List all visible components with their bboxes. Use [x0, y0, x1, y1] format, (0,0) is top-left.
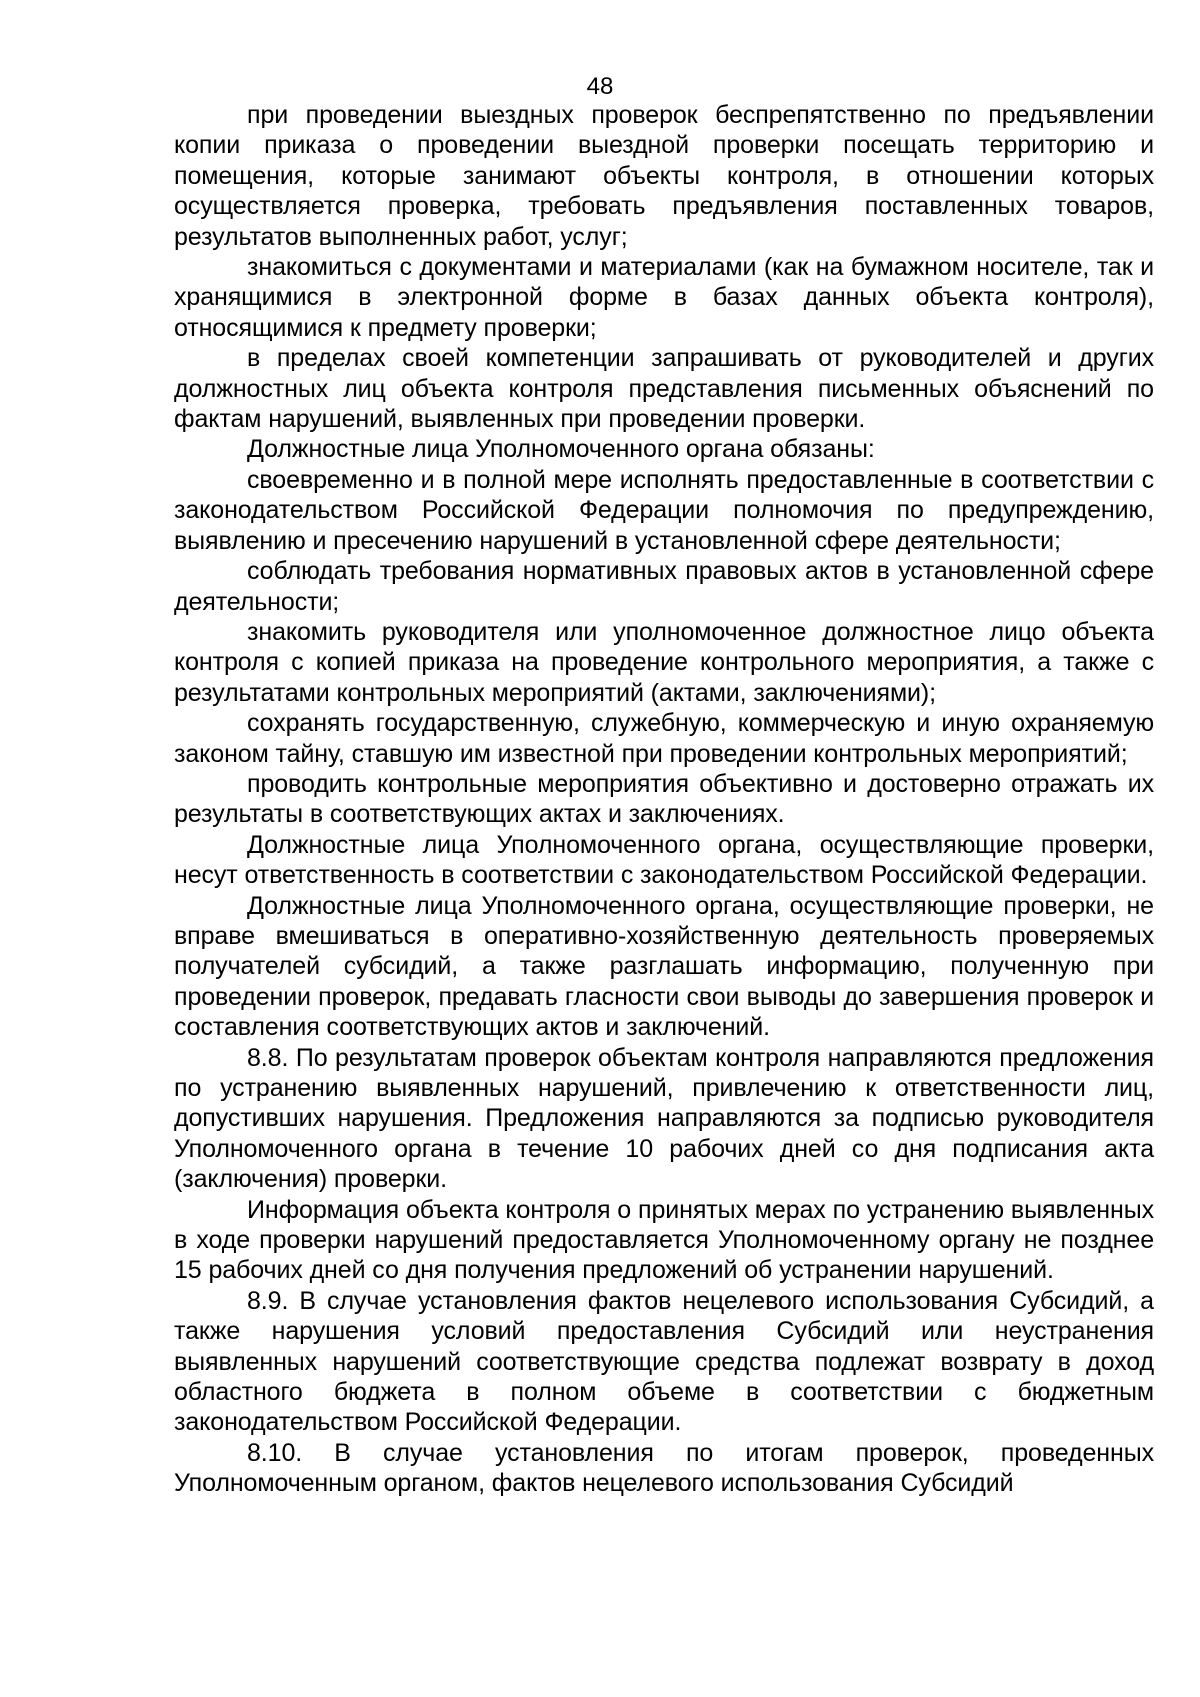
paragraph-12: 8.8. По результатам проверок объектам контроля направляются предложения по устранению выявленных нарушений, привлечению к ответственности лиц, допустивших нарушения. Предложения направляются за подписью руководителя Уполномоченного органа в течение 10 рабочих дней со дня подписания акта (заключения) проверки. [174, 1043, 1154, 1194]
paragraph-15: 8.10. В случае установления по итогам проверок, проведенных Уполномоченным органом, фактов нецелевого использования Субсидий [174, 1438, 1154, 1498]
paragraph-8: сохранять государственную, служебную, коммерческую и иную охраняемую законом тайну, ставшую им известной при проведении контрольных мероприятий; [174, 709, 1154, 768]
paragraph-2: знакомиться с документами и материалами (как на бумажном носителе, так и хранящимися в электронной форме в базах данных объекта контроля), относящимися к предмету проверки; [174, 253, 1154, 342]
paragraph-14: 8.9. В случае установления фактов нецелевого использования Субсидий, а также нарушения условий предоставления Субсидий или неустранения выявленных нарушений соответствующие средства подлежат возврату в доход областного бюджета в полном объеме в соответствии с бюджетным законодательством Российской Федерации. [174, 1286, 1154, 1437]
paragraph-4: Должностные лица Уполномоченного органа обязаны: [247, 435, 875, 464]
page-number: 48 [586, 73, 614, 100]
paragraph-6: соблюдать требования нормативных правовых актов в установленной сфере деятельности; [174, 557, 1154, 616]
document-body [174, 100, 1154, 1499]
paragraph-11: Должностные лица Уполномоченного органа, осуществляющие проверки, не вправе вмешиваться в оперативно-хозяйственную деятельность проверяемых получателей субсидий, а также разглашать информацию, полученную при проведении проверок, предавать гласности свои выводы до завершения проверок и составления соответствующих актов и заключений. [174, 891, 1154, 1042]
paragraph-1: при проведении выездных проверок беспрепятственно по предъявлении копии приказа о проведении выездной проверки посещать территорию и помещения, которые занимают объекты контроля, в отношении которых осуществляется проверка, требовать предъявления поставленных товаров, результатов выполненных работ, услуг; [174, 101, 1154, 251]
paragraph-5: своевременно и в полной мере исполнять предоставленные в соответствии с законодательством Российской Федерации полномочия по предупреждению, выявлению и пресечению нарушений в установленной сфере деятельности; [174, 465, 1154, 555]
paragraph-13: Информация объекта контроля о принятых мерах по устранению выявленных в ходе проверки нарушений предоставляется Уполномоченному органу не позднее 15 рабочих дней со дня получения предложений об устранении нарушений. [174, 1195, 1154, 1285]
paragraph-3: в пределах своей компетенции запрашивать от руководителей и других должностных лиц объекта контроля представления письменных объяснений по фактам нарушений, выявленных при проведении проверки. [174, 344, 1154, 434]
paragraph-10: Должностные лица Уполномоченного органа, осуществляющие проверки, несут ответственность в соответствии с законодательством Российской Федерации. [174, 830, 1154, 890]
paragraph-7: знакомить руководителя или уполномоченное должностное лицо объекта контроля с копией приказа на проведение контрольного мероприятия, а также с результатами контрольных мероприятий (актами, заключениями); [174, 617, 1154, 707]
paragraph-9: проводить контрольные мероприятия объективно и достоверно отражать их результаты в соответствующих актах и заключениях. [174, 769, 1154, 829]
